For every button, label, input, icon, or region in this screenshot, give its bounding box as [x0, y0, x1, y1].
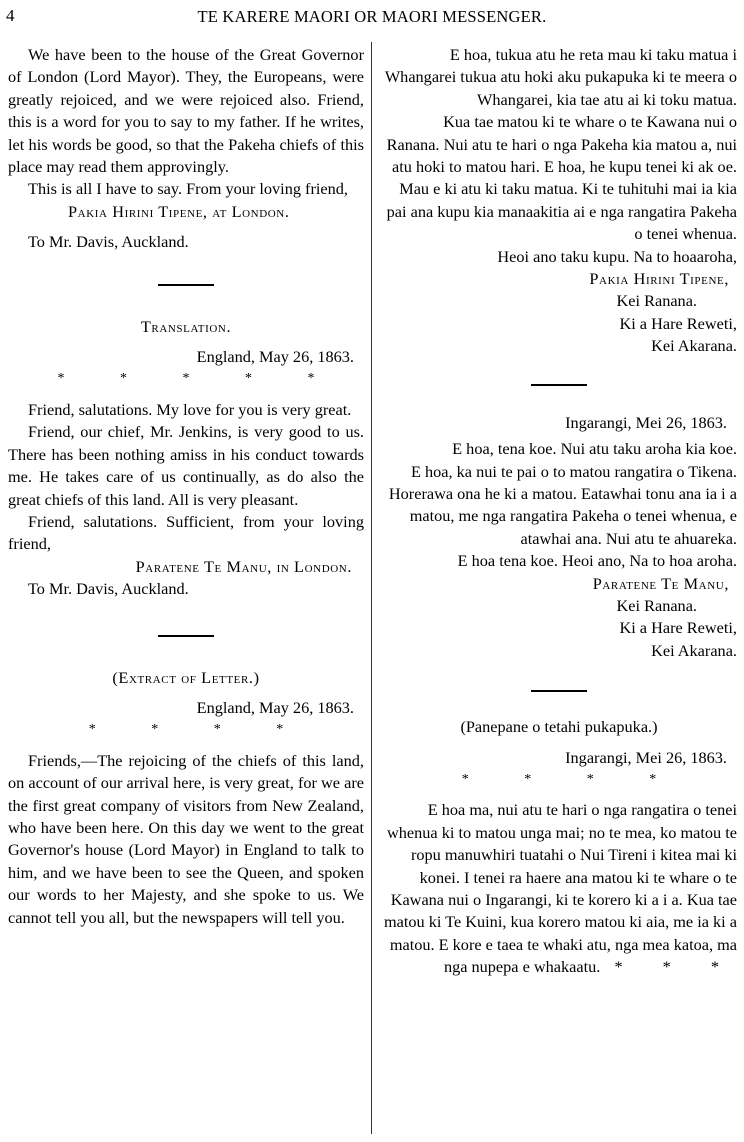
letter3-maori-end-stars: * * *: [614, 957, 737, 977]
letter3-dateline: England, May 26, 1863.: [196, 697, 354, 717]
letter1-close: This is all I have to say. From your loving friend,: [28, 179, 348, 199]
letter1-maori-close: Heoi ano taku kupu. Na to hoaaroha,: [497, 246, 737, 266]
column-divider: [371, 42, 372, 1134]
letter2-to: To Mr. Davis, Auckland.: [28, 579, 189, 599]
extract-maori-heading: (Panepane o tetahi pukapuka.): [460, 717, 658, 737]
letter2-stars: * * * * *: [57, 371, 341, 387]
letter2-maori-paragraph-3: E hoa tena koe. Heoi ano, Na to hoa aroha.: [457, 551, 737, 571]
letter2-paragraph-2: Friend, our chief, Mr. Jenkins, is very good to us. There has been nothing amiss in his conduct towards me. He takes care of us continually, as do also the great chiefs of this land. All is very pleasant.: [8, 422, 364, 509]
letter2-maori-place: Kei Ranana.: [616, 595, 697, 615]
letter3-maori-body: E hoa ma, nui atu te hari o nga rangatira o tenei whenua ki to matou unga mai; no te mea, ko matou te ropu manuwhiri tuatahi o Nui Tireni i kitea mai ki konei. I tenei ra haere ana matou ki te whare o te Kawana nui o Ingarangi, ki te korero ki a i a. Kua tae matou ki Te Kuini, kua korero matou ki aia, me ia ki a matou. E kore e taea te whaki atu, nga mea katoa, ma nga nupepa e whakaatu. * * *: [383, 800, 737, 977]
right-column: [381, 44, 744, 979]
letter2-maori-to: Ki a Hare Reweti,: [619, 618, 737, 638]
letter3-stars: * * * *: [88, 722, 310, 738]
letter1-to: To Mr. Davis, Auckland.: [28, 232, 189, 252]
section-divider: [531, 690, 587, 692]
letter1-maori-paragraph-2: Kua tae matou ki te whare o te Kawana nui o Ranana. Nui atu te hari o nga Pakeha kia matou a, nui atu hoki to matou hari. E hoa, he kupu tenei ki ak oe. Mau e ki atu ki taku matua. Ki te tuhituhi mai ia kia pai ana kupu kia manaakitia ai e nga rangatira Pakeha o tenei whenua.: [386, 112, 737, 244]
page-number: 4: [6, 6, 15, 25]
letter2-paragraph-3: Friend, salutations. Sufficient, from your loving friend,: [8, 511, 364, 554]
section-divider: [158, 635, 214, 637]
letter2-maori-signature: Paratene Te Manu,: [592, 573, 729, 593]
section-divider: [531, 384, 587, 386]
letter3-maori-dateline: Ingarangi, Mei 26, 1863.: [565, 747, 727, 767]
letter1-maori-signature: Pakia Hirini Tipene,: [589, 269, 729, 289]
letter1-maori-to: Ki a Hare Reweti,: [619, 313, 737, 333]
letter1-signature: Pakia Hirini Tipene, at London.: [68, 201, 290, 221]
page-header: [0, 4, 744, 32]
letter1-body: We have been to the house of the Great Governor of London (Lord Mayor). They, the Europeans, were greatly rejoiced, and we were rejoiced also. Friend, this is a word for you to say to my father. If he writes, let his words be good, so that the Pakeha chiefs of this place may read them approvingly.: [8, 45, 364, 177]
letter2-dateline: England, May 26, 1863.: [196, 347, 354, 367]
letter3-body: Friends,—The rejoicing of the chiefs of this land, on account of our arrival here, is very great, for we are the first great company of visitors from New Zealand, who have been here. On this day we went to the great Governor's house (Lord Mayor) in England to talk to him, and we have been to see the Queen, and spoken our words to her Majesty, and she spoke to us. We cannot tell you all, but the newspapers will tell you.: [8, 750, 364, 927]
letter1-maori-paragraph-1: E hoa, tukua atu he reta mau ki taku matua i Whangarei tukua atu hoki aku pukapuka ki te meera o Whangarei, kia tae atu ai ki toku matua.: [384, 45, 737, 109]
letter2-maori-to-place: Kei Akarana.: [651, 640, 737, 660]
section-divider: [158, 284, 214, 286]
letter2-maori-paragraph-1: E hoa, tena koe. Nui atu taku aroha kia koe.: [452, 439, 737, 459]
letter1-maori-to-place: Kei Akarana.: [651, 336, 737, 356]
letter2-maori-paragraph-2: E hoa, ka nui te pai o to matou rangatira o Tikena. Horerawa ona he ki a matou. Eatawhai tonu ana ia i a matou, me nga rangatira Pakeha o tenei whenua, e atawhai ana. Nui atu te ahuareka.: [388, 461, 737, 548]
letter2-signature: Paratene Te Manu, in London.: [135, 556, 352, 576]
left-column: [8, 44, 364, 929]
running-title: TE KARERE MAORI OR MAORI MESSENGER.: [197, 7, 547, 26]
letter1-maori-place: Kei Ranana.: [616, 291, 697, 311]
letter2-paragraph-1: Friend, salutations. My love for you is very great.: [28, 399, 352, 419]
extract-heading: (Extract of Letter.): [112, 667, 260, 687]
letter2-maori-dateline: Ingarangi, Mei 26, 1863.: [565, 412, 727, 432]
letter3-maori-stars: * * * *: [461, 771, 683, 787]
translation-heading: Translation.: [140, 316, 232, 336]
